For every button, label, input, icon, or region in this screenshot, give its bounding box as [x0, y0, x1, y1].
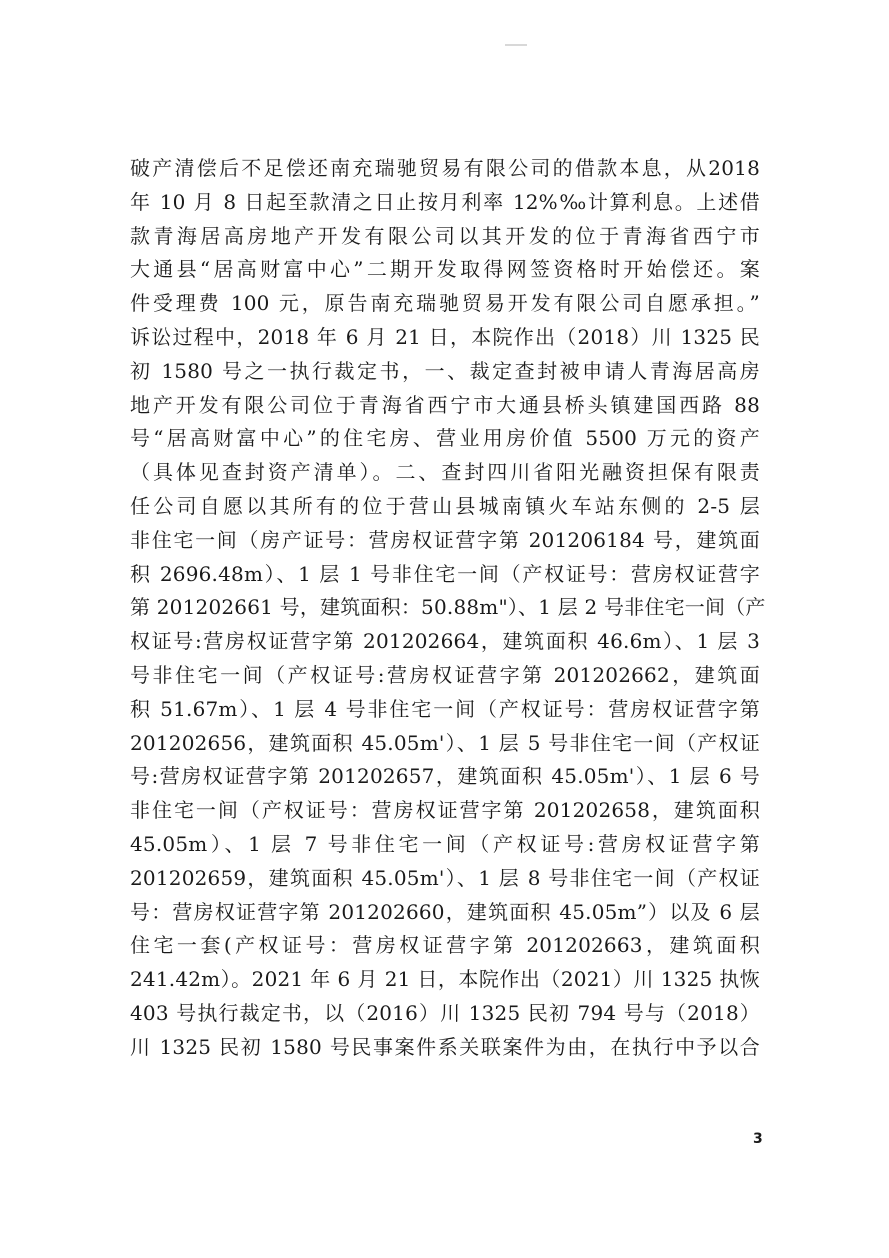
text-line: 破产清偿后不足偿还南充瑞驰贸易有限公司的借款本息，从2018: [130, 156, 760, 180]
text-line: 241.42m）。2021 年 6 月 21 日，本院作出（2021）川 1325 执恢: [130, 967, 760, 992]
text-line: 45.05m）、1 层 7 号非住宅一间（产权证号:营房权证营字第: [130, 831, 760, 856]
text-line: 诉讼过程中，2018 年 6 月 21 日，本院作出（2018）川 1325 民: [130, 324, 760, 349]
text-line: 年 10 月 8 日起至款清之日止按月利率 12%‰计算利息。上述借: [130, 189, 760, 214]
text-line: 川 1325 民初 1580 号民事案件系关联案件为由，在执行中予以合: [130, 1034, 760, 1059]
text-line: 积 51.67m）、1 层 4 号非住宅一间（产权证号：营房权证营字第: [130, 696, 760, 721]
text-line: 积 2696.48m）、1 层 1 号非住宅一间（产权证号：营房权证营字: [130, 561, 760, 586]
text-line: （具体见查封资产清单）。二、查封四川省阳光融资担保有限责: [130, 460, 760, 485]
text-line: 件受理费 100 元，原告南充瑞驰贸易开发有限公司自愿承担。”: [130, 291, 760, 316]
text-line: 号:营房权证营字第 201202657，建筑面积 45.05m'）、1 层 6 号: [130, 764, 760, 789]
text-line: 号：营房权证营字第 201202660，建筑面积 45.05m”）以及 6 层: [130, 899, 760, 924]
text-line: 权证号:营房权证营字第 201202664，建筑面积 46.6m）、1 层 3: [130, 629, 760, 654]
text-line: 初 1580 号之一执行裁定书，一、裁定查封被申请人青海居高房: [130, 358, 760, 383]
text-line: 非住宅一间（产权证号：营房权证营字第 201202658，建筑面积: [130, 798, 760, 823]
text-line: 第 201202661 号，建筑面积：50.88m"）、1 层 2 号非住宅一间（产: [130, 595, 766, 620]
text-line: 款青海居高房地产开发有限公司以其开发的位于青海省西宁市: [130, 223, 760, 248]
text-line: 403 号执行裁定书，以（2016）川 1325 民初 794 号与（2018）: [130, 1000, 760, 1025]
scan-mark: [505, 44, 527, 46]
text-line: 大通县“居高财富中心”二期开发取得网签资格时开始偿还。案: [130, 257, 760, 282]
page-number: 3: [753, 1131, 763, 1147]
text-line: 地产开发有限公司位于青海省西宁市大通县桥头镇建国西路 88: [130, 392, 760, 417]
text-line: 任公司自愿以其所有的位于营山县城南镇火车站东侧的 2-5 层: [130, 493, 760, 518]
body-text: [130, 152, 766, 1065]
text-line: 号“居高财富中心”的住宅房、营业用房价值 5500 万元的资产: [130, 426, 760, 451]
text-line: 201202659，建筑面积 45.05m'）、1 层 8 号非住宅一间（产权证: [130, 865, 760, 890]
text-line: 201202656，建筑面积 45.05m'）、1 层 5 号非住宅一间（产权证: [130, 730, 760, 755]
text-line: 号非住宅一间（产权证号:营房权证营字第 201202662，建筑面: [130, 662, 760, 687]
text-line: 非住宅一间（房产证号：营房权证营字第 201206184 号，建筑面: [130, 527, 760, 552]
text-line: 住宅一套(产权证号：营房权证营字第 201202663，建筑面积: [130, 933, 760, 958]
